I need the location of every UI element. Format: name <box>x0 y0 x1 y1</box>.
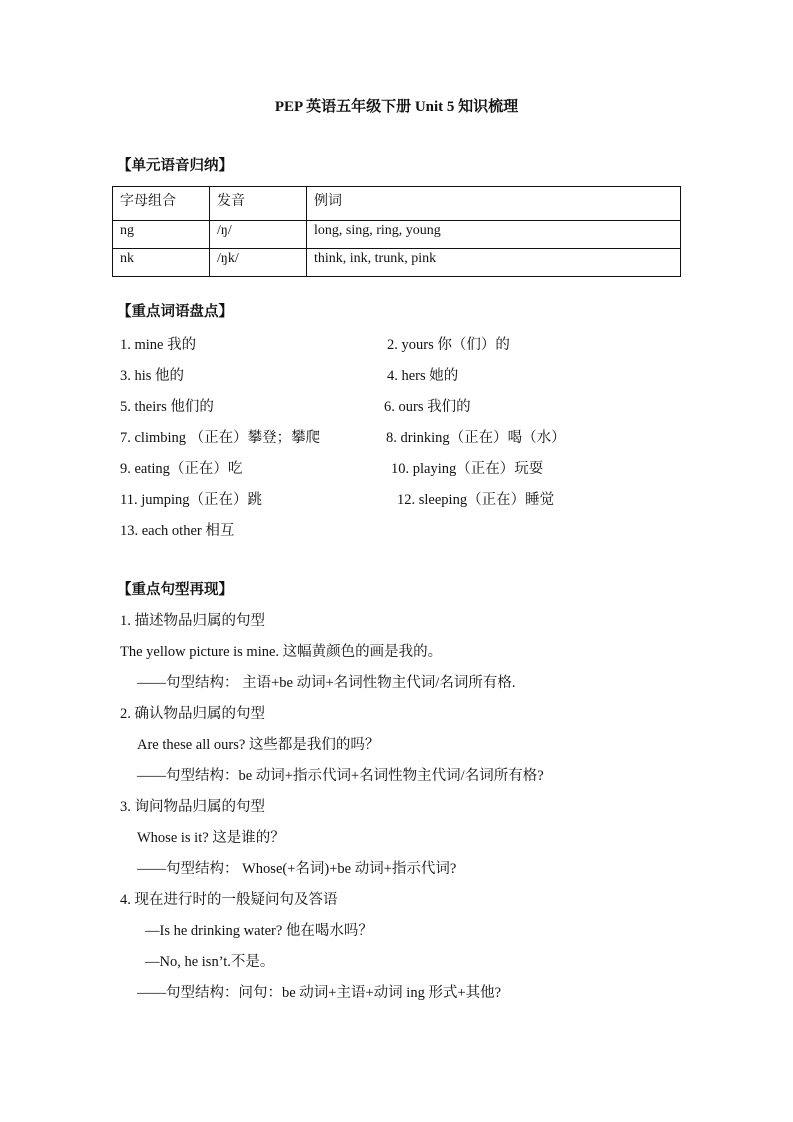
table-cell: /ŋ/ <box>210 221 307 249</box>
table-cell: nk <box>113 249 210 277</box>
section-heading-vocabulary: 【重点词语盘点】 <box>117 304 233 320</box>
section-heading-phonics: 【单元语音归纳】 <box>117 158 233 174</box>
vocab-item: 12. sleeping（正在）睡觉 <box>397 492 555 508</box>
vocab-item: 7. climbing （正在）攀登；攀爬 <box>120 430 321 446</box>
sentence-pattern-title: 1. 描述物品归属的句型 <box>120 613 265 629</box>
sentence-structure: ——句型结构：be 动词+指示代词+名词性物主代词/名词所有格? <box>137 768 544 784</box>
vocab-item: 6. ours 我们的 <box>384 399 471 415</box>
example-sentence: Are these all ours? 这些都是我们的吗？ <box>137 737 380 753</box>
table-cell: /ŋk/ <box>210 249 307 277</box>
table-cell: ng <box>113 221 210 249</box>
table-header-cell: 字母组合 <box>113 187 210 221</box>
table-header-cell: 例词 <box>307 187 681 221</box>
table-cell: think, ink, trunk, pink <box>307 249 681 277</box>
document-title: PEP 英语五年级下册 Unit 5 知识梳理 <box>274 99 519 115</box>
table-header-row <box>113 187 681 221</box>
phonics-table <box>112 186 681 277</box>
example-question: —Is he drinking water? 他在喝水吗？ <box>145 923 373 939</box>
sentence-structure: ——句型结构： Whose(+名词)+be 动词+指示代词? <box>137 861 457 877</box>
vocab-item: 5. theirs 他们的 <box>120 399 214 415</box>
sentence-structure: ——句型结构： 主语+be 动词+名词性物主代词/名词所有格. <box>137 675 516 691</box>
vocab-item: 4. hers 她的 <box>387 368 459 384</box>
table-header-cell: 发音 <box>210 187 307 221</box>
example-sentence: Whose is it? 这是谁的？ <box>137 830 285 846</box>
vocab-item: 11. jumping（正在）跳 <box>120 492 263 508</box>
sentence-pattern-title: 2. 确认物品归属的句型 <box>120 706 265 722</box>
section-heading-sentences: 【重点句型再现】 <box>117 582 233 598</box>
sentence-pattern-title: 3. 询问物品归属的句型 <box>120 799 265 815</box>
sentence-pattern-title: 4. 现在进行时的一般疑问句及答语 <box>120 892 338 908</box>
table-row <box>113 249 681 277</box>
table-cell: long, sing, ring, young <box>307 221 681 249</box>
sentence-structure: ——句型结构：问句：be 动词+主语+动词 ing 形式+其他? <box>137 985 502 1001</box>
vocab-item: 2. yours 你（们）的 <box>387 337 510 353</box>
vocab-item: 3. his 他的 <box>120 368 185 384</box>
example-sentence: The yellow picture is mine. 这幅黄颜色的画是我的。 <box>120 644 443 660</box>
vocab-item: 10. playing（正在）玩耍 <box>391 461 544 477</box>
example-answer: —No, he isn’t.不是。 <box>145 954 275 970</box>
table-row <box>113 221 681 249</box>
vocab-item: 13. each other 相互 <box>120 523 235 539</box>
vocab-item: 9. eating（正在）吃 <box>120 461 243 477</box>
vocab-item: 8. drinking（正在）喝（水） <box>386 430 566 446</box>
vocab-item: 1. mine 我的 <box>120 337 197 353</box>
